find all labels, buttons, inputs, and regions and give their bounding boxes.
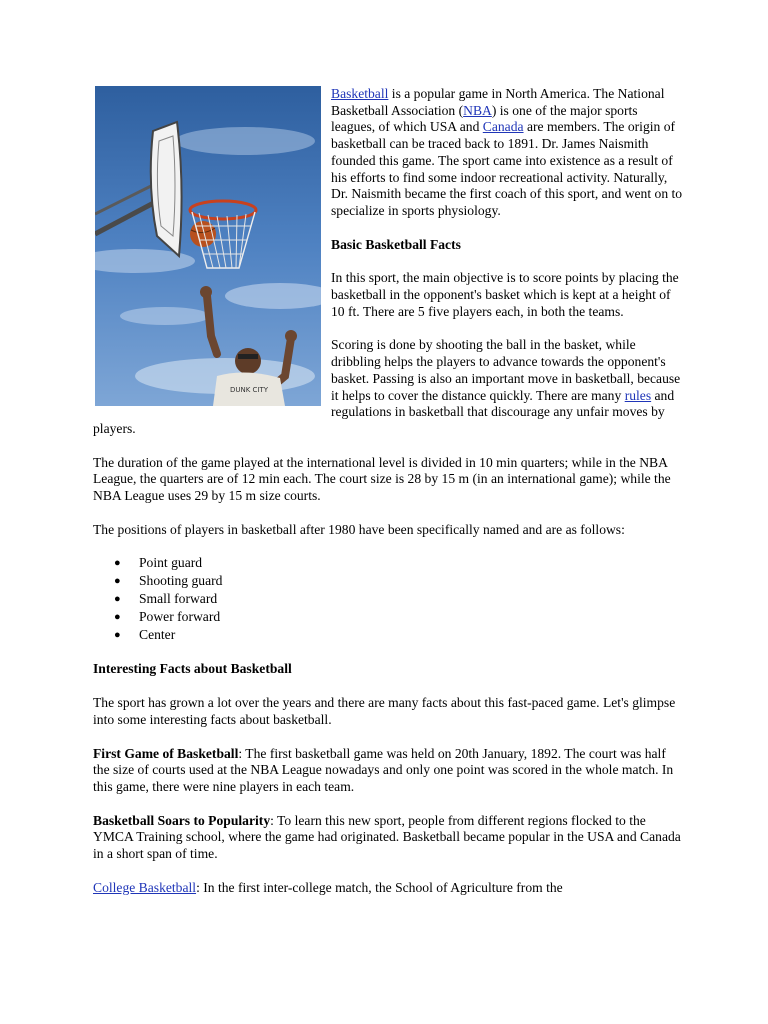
basketball-link[interactable]: Basketball xyxy=(331,86,389,101)
photo-illustration xyxy=(95,86,321,406)
article xyxy=(93,86,683,913)
basic-facts-heading: Basic Basketball Facts xyxy=(331,236,461,252)
college-paragraph xyxy=(93,880,683,897)
bullet-icon: ● xyxy=(114,628,121,641)
nba-link[interactable]: NBA xyxy=(463,102,492,118)
position-label: Shooting guard xyxy=(139,573,223,589)
college-text: : In the first inter-college match, the School of Agriculture from the xyxy=(196,879,563,895)
scoring-text-1: Scoring is done by shooting the ball in the basket, while dribbling helps the players to advance towards the opponent's basket. Passing is also an important move in basketball, because it helps to cover the distance quickly. There are many xyxy=(331,337,681,403)
college-basketball-link[interactable]: College Basketball xyxy=(93,879,197,895)
list-item xyxy=(114,591,683,609)
first-game-title: First Game of Basketball xyxy=(93,745,239,761)
duration-paragraph: The duration of the game played at the international level is divided in 10 min quarters; while in the NBA League, the quarters are of 12 min each. The court size is 28 by 15 m (in an international game); while the NBA League uses 29 by 15 m size courts. xyxy=(93,454,671,504)
intro-text-3: are members. The origin of basketball can be traced back to 1891. Dr. James Naismith founded this game. The sport came into existence as a result of his efforts to find some indoor recreational activity. Naturally, Dr. Naismith became the first coach of this sport, and went on to specialize in sports physiology. xyxy=(331,119,683,218)
first-game-paragraph xyxy=(93,746,683,796)
bullet-icon: ● xyxy=(114,593,121,606)
bullet-icon: ● xyxy=(114,575,121,588)
position-label: Power forward xyxy=(139,608,221,624)
popularity-title: Basketball Soars to Popularity xyxy=(93,812,271,828)
position-label: Small forward xyxy=(139,591,218,607)
intro-text-2: ) is one of the major sports leagues, of which USA and xyxy=(331,102,638,135)
positions-list xyxy=(93,555,683,644)
canada-link[interactable]: Canada xyxy=(482,119,524,135)
list-item xyxy=(114,626,683,645)
bullet-icon: ● xyxy=(114,610,121,623)
scoring-text-2: and regulations in basketball that discourage any unfair moves by players. xyxy=(93,387,675,436)
interesting-facts-heading: Interesting Facts about Basketball xyxy=(93,661,292,677)
positions-intro: The positions of players in basketball after 1980 have been specifically named and are as follows: xyxy=(93,521,625,537)
first-game-text: : The first basketball game was held on 20th January, 1892. The court was half the size of courts used at the NBA League nowadays and only one point was scored in the whole match. In this game, there were nine players in each team. xyxy=(93,745,674,794)
list-item xyxy=(114,555,683,573)
popularity-paragraph xyxy=(93,813,683,863)
list-item xyxy=(114,573,683,591)
bullet-icon: ● xyxy=(114,557,121,570)
position-label: Point guard xyxy=(139,555,203,571)
popularity-text: : To learn this new sport, people from different regions flocked to the YMCA Training school, where the game had originated. Basketball became popular in the USA and Canada in a short span of time. xyxy=(93,812,681,862)
basketball-player-photo xyxy=(95,86,321,406)
interesting-intro-paragraph: The sport has grown a lot over the years and there are many facts about this fast-paced game. Let's glimpse into some interesting facts about basketball. xyxy=(93,695,676,727)
list-item xyxy=(114,608,683,627)
position-label: Center xyxy=(139,626,176,642)
intro-text-1: is a popular game in North America. The National Basketball Association ( xyxy=(331,86,665,118)
shirt-text: DUNK CITY xyxy=(229,386,269,394)
basic-facts-paragraph-1: In this sport, the main objective is to score points by placing the basketball in the opponent's basket which is kept at a height of 10 ft. There are 5 five players each, in both the teams. xyxy=(331,270,679,319)
rules-link[interactable]: rules xyxy=(624,387,652,403)
